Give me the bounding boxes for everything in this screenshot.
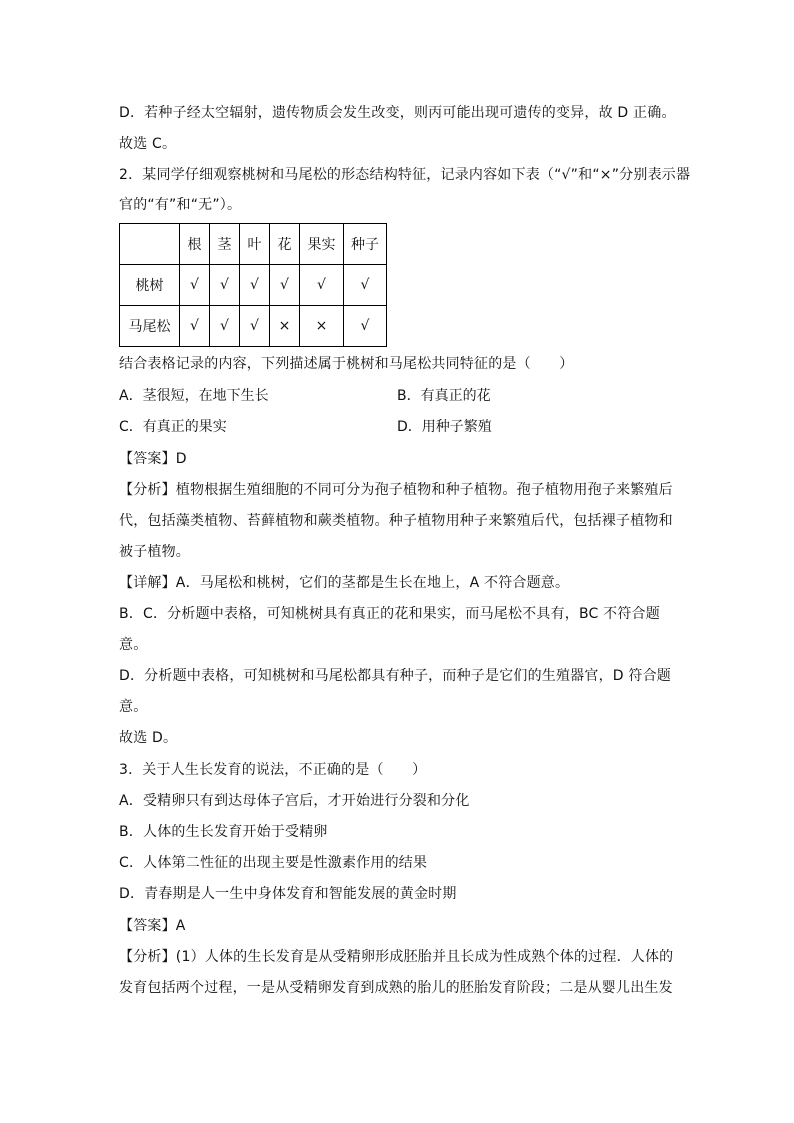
q1-option-d-text: D．若种子经太空辐射，遗传物质会发生改变，则丙可能出现可遗传的变异，故 D 正确。: [119, 105, 676, 121]
table-cell: √: [240, 265, 270, 306]
table-row: [120, 265, 387, 306]
table-header-cell: [120, 224, 180, 265]
q3-option-a: A．受精卵只有到达母体子宫后，才开始进行分裂和分化: [119, 793, 470, 809]
q2-option-a: A．茎很短，在地下生长: [119, 388, 269, 404]
table-cell: √: [300, 265, 344, 306]
q2-detail-line1: 【详解】A．马尾松和桃树，它们的茎都是生长在地上，A 不符合题意。: [119, 575, 570, 591]
table-header-cell: 叶: [240, 224, 270, 265]
table-header-cell: 茎: [210, 224, 240, 265]
q2-analysis-line3: 被子植物。: [119, 544, 190, 560]
table-header-row: [120, 224, 387, 265]
table-header-cell: 花: [270, 224, 300, 265]
table-cell: √: [270, 265, 300, 306]
q2-analysis-line1: 【分析】植物根据生殖细胞的不同可分为孢子植物和种子植物。孢子植物用孢子来繁殖后: [119, 482, 673, 498]
q2-question: 结合表格记录的内容，下列描述属于桃树和马尾松共同特征的是（ ）: [119, 356, 574, 372]
q2-analysis-line2: 代，包括藻类植物、苔藓植物和蕨类植物。种子植物用种子来繁殖后代，包括裸子植物和: [119, 513, 673, 529]
q3-answer: 【答案】A: [119, 918, 186, 934]
q2-option-d: D．用种子繁殖: [397, 419, 492, 435]
q2-detail-line5: 意。: [119, 699, 148, 715]
table-row: [120, 306, 387, 347]
q3-option-d: D．青春期是人一生中身体发育和智能发展的黄金时期: [119, 886, 457, 902]
table-cell: √: [210, 265, 240, 306]
table-cell: √: [180, 306, 210, 347]
table-cell: 桃树: [120, 265, 180, 306]
table-cell: √: [210, 306, 240, 347]
q2-stem-line2: 官的“有”和“无”）。: [119, 197, 242, 213]
q2-detail-line3: 意。: [119, 637, 148, 653]
q2-option-c: C．有真正的果实: [119, 419, 227, 435]
q3-analysis-line2: 发育包括两个过程，一是从受精卵发育到成熟的胎儿的胚胎发育阶段；二是从婴儿出生发: [119, 980, 673, 996]
table-cell: √: [344, 265, 387, 306]
q2-stem-line1: 2．某同学仔细观察桃树和马尾松的形态结构特征，记录内容如下表（“√”和“×”分别表示器: [119, 167, 691, 183]
table-cell: ×: [300, 306, 344, 347]
table-cell: √: [344, 306, 387, 347]
q1-choice: 故选 C。: [119, 136, 177, 152]
table-header-cell: 种子: [344, 224, 387, 265]
table-cell: √: [240, 306, 270, 347]
q3-analysis-line1: 【分析】(1）人体的生长发育是从受精卵形成胚胎并且长成为性成熟个体的过程．人体的: [119, 949, 674, 965]
q2-detail-line4: D．分析题中表格，可知桃树和马尾松都具有种子，而种子是它们的生殖器官，D 符合题: [119, 668, 672, 684]
organ-table: [119, 223, 387, 347]
table-cell: √: [180, 265, 210, 306]
q2-detail-line2: B．C．分析题中表格，可知桃树具有真正的花和果实，而马尾松不具有，BC 不符合题: [119, 606, 660, 622]
table-cell: 马尾松: [120, 306, 180, 347]
q2-option-b: B．有真正的花: [397, 388, 491, 404]
table-cell: ×: [270, 306, 300, 347]
table-header-cell: 根: [180, 224, 210, 265]
q2-choice: 故选 D。: [119, 730, 178, 746]
q3-stem: 3．关于人生长发育的说法，不正确的是（ ）: [119, 762, 427, 778]
q3-option-b: B．人体的生长发育开始于受精卵: [119, 824, 328, 840]
table-header-cell: 果实: [300, 224, 344, 265]
q2-answer: 【答案】D: [119, 451, 187, 467]
q3-option-c: C．人体第二性征的出现主要是性激素作用的结果: [119, 855, 428, 871]
